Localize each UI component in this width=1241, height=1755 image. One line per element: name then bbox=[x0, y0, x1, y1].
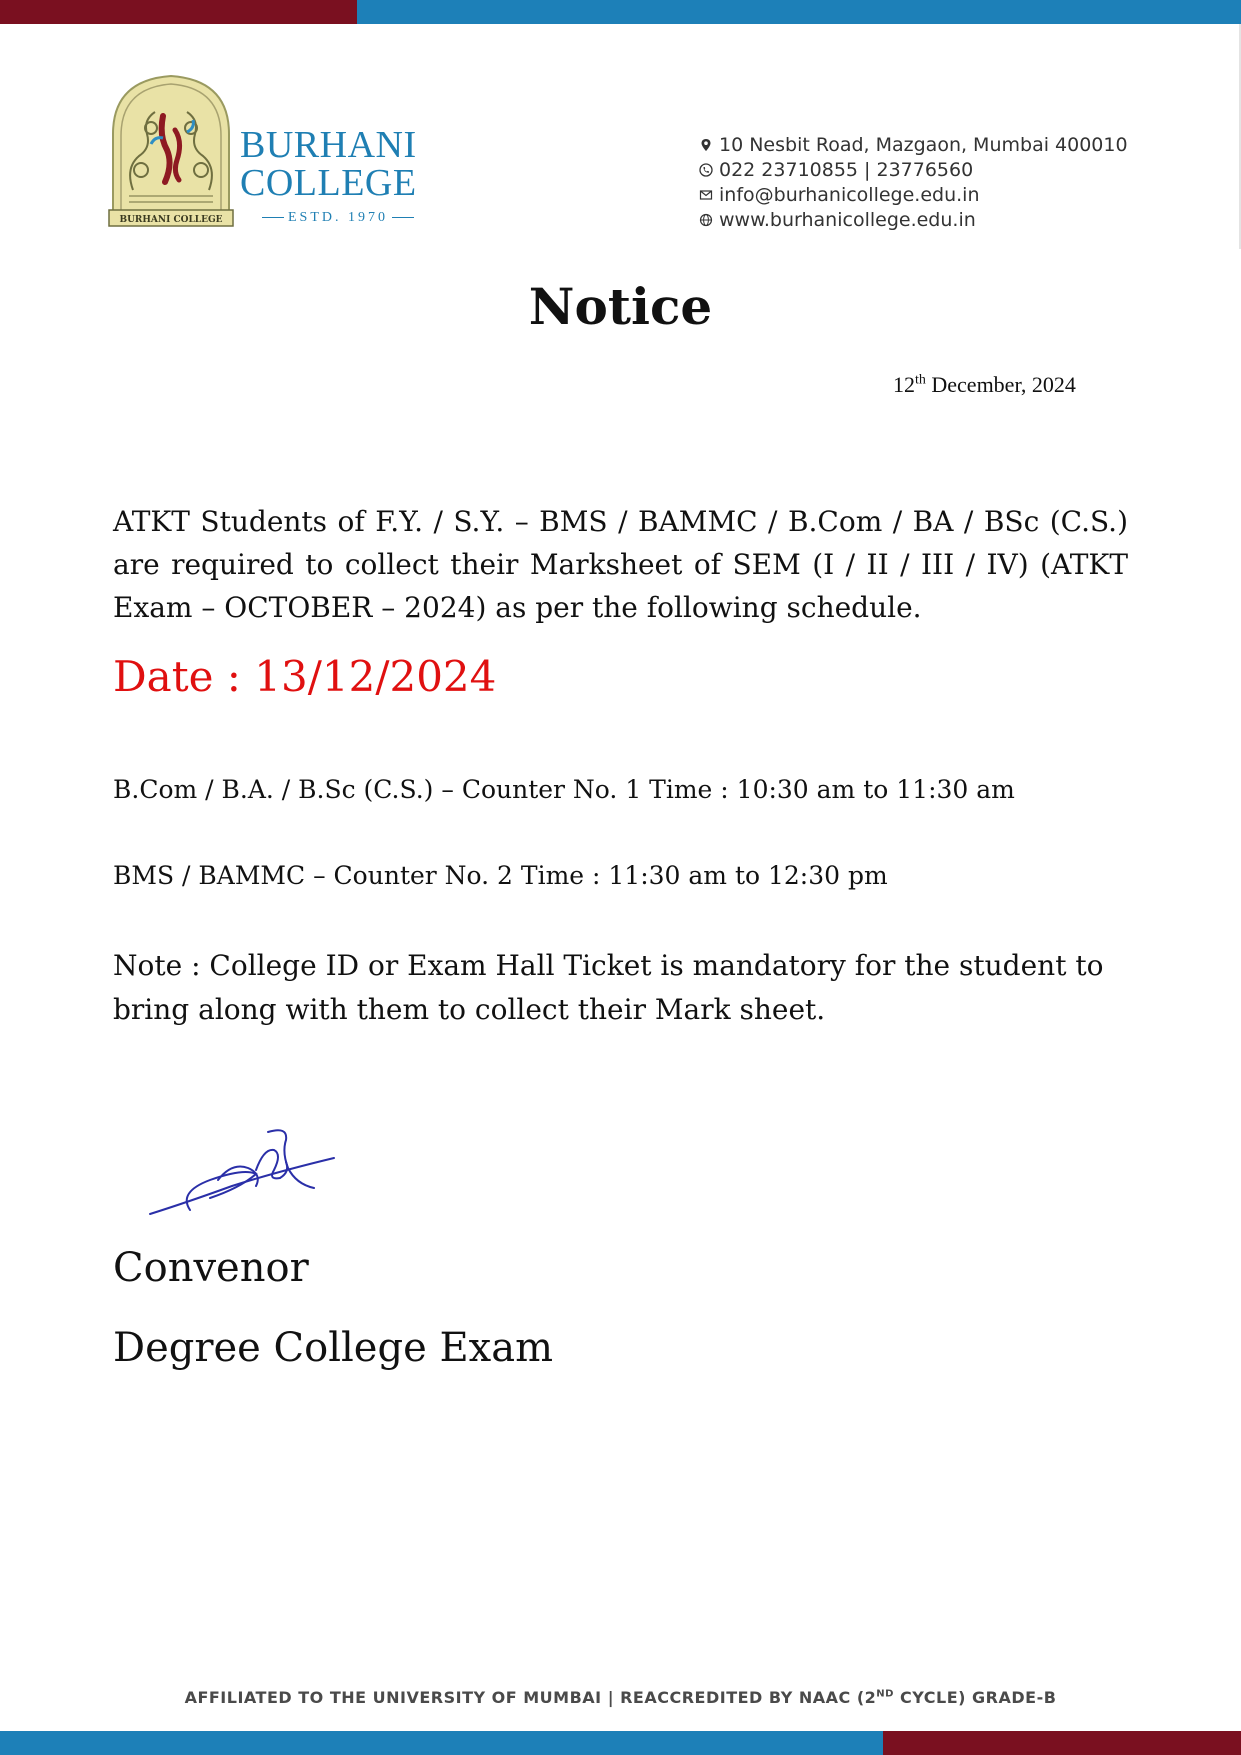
email-row bbox=[699, 182, 1128, 207]
notice-date: 12th December, 2024 bbox=[893, 372, 1076, 397]
bottom-blue-bar bbox=[0, 1731, 883, 1755]
bottom-maroon-bar bbox=[883, 1731, 1241, 1755]
schedule-item: B.Com / B.A. / B.Sc (C.S.) – Counter No. 1 Time : 10:30 am to 11:30 am bbox=[113, 775, 1015, 804]
mail-icon bbox=[699, 188, 713, 202]
collection-date: Date : 13/12/2024 bbox=[113, 652, 497, 701]
college-emblem-logo bbox=[107, 72, 235, 230]
globe-icon bbox=[699, 213, 713, 227]
logo-established: ESTD. 1970 bbox=[240, 210, 418, 226]
schedule-item: BMS / BAMMC – Counter No. 2 Time : 11:30 am to 12:30 pm bbox=[113, 861, 888, 890]
location-pin-icon bbox=[699, 138, 713, 152]
notice-title: Notice bbox=[528, 277, 713, 336]
signature-image bbox=[148, 1122, 338, 1222]
college-wordmark bbox=[240, 126, 418, 226]
notice-body: ATKT Students of F.Y. / S.Y. – BMS / BAMMC / B.Com / BA / BSc (C.S.) are required to collect their Marksheet of SEM (I / II / III / IV) (ATKT Exam – OCTOBER – 2024) as per the following schedule. bbox=[113, 505, 1128, 624]
contact-block bbox=[699, 132, 1128, 232]
website-text: www.burhanicollege.edu.in bbox=[719, 208, 976, 231]
address-row bbox=[699, 132, 1128, 157]
footer-affiliation: AFFILIATED TO THE UNIVERSITY OF MUMBAI | REACCREDITED BY NAAC (2ND CYCLE) GRADE-B bbox=[184, 1688, 1057, 1707]
website-row bbox=[699, 207, 1128, 232]
top-maroon-bar bbox=[0, 0, 357, 24]
logo-line-1: BURHANI bbox=[240, 124, 417, 166]
logo-line-2: COLLEGE bbox=[240, 162, 417, 204]
phone-icon bbox=[699, 163, 713, 177]
phone-row bbox=[699, 157, 1128, 182]
emblem-caption: BURHANI COLLEGE bbox=[119, 215, 223, 225]
signatory-department: Degree College Exam bbox=[113, 1325, 553, 1371]
email-text: info@burhanicollege.edu.in bbox=[719, 183, 980, 206]
address-text: 10 Nesbit Road, Mazgaon, Mumbai 400010 bbox=[719, 133, 1128, 156]
top-blue-bar bbox=[357, 0, 1241, 24]
signatory-designation: Convenor bbox=[113, 1245, 309, 1291]
notice-note: Note : College ID or Exam Hall Ticket is mandatory for the student to bring along with them to collect their Mark sheet. bbox=[113, 949, 1104, 1026]
phone-text: 022 23710855 | 23776560 bbox=[719, 158, 974, 181]
